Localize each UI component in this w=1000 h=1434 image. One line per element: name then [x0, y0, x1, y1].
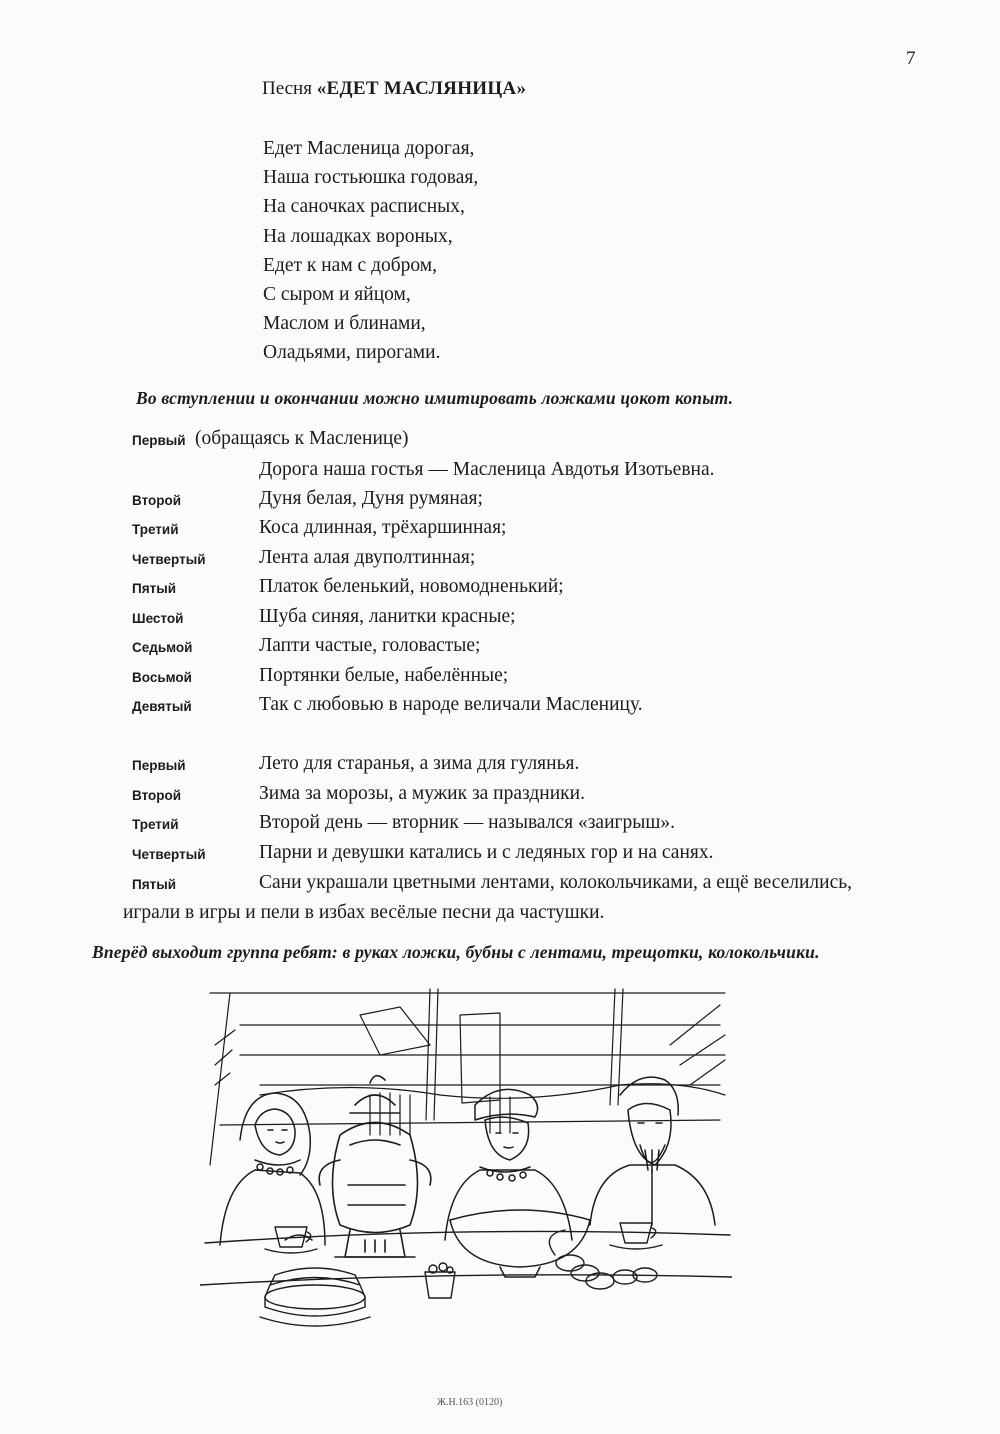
speaker-label: Второй	[132, 788, 182, 803]
verse-line: Едет Масленица дорогая,	[263, 138, 475, 159]
song-title	[262, 78, 526, 100]
speaker-label: Пятый	[132, 581, 177, 596]
table	[200, 1231, 732, 1285]
dialogue-line: Лапти частые, головастые;	[259, 635, 481, 656]
dialogue-line: Коса длинная, трёхаршинная;	[259, 517, 507, 538]
speaker-label: Первый	[132, 433, 186, 448]
pancake-stack	[260, 1268, 370, 1326]
footer-code: Ж.Н.163 (0120)	[437, 1397, 503, 1408]
speaker-label: Третий	[132, 522, 179, 537]
speaker-label: Четвертый	[132, 552, 206, 567]
tea-table-illustration	[200, 985, 732, 1350]
woman-center	[445, 1089, 572, 1240]
dialogue-line-continuation: играли в игры и пели в избах весёлые песни да частушки.	[123, 902, 605, 923]
page-number: 7	[906, 48, 916, 69]
dialogue-line: Лента алая двуполтинная;	[259, 547, 476, 568]
speaker-label: Девятый	[132, 699, 192, 714]
man-right	[590, 1077, 715, 1225]
verse-line: Маслом и блинами,	[263, 313, 426, 335]
dialogue-line: Платок беленький, новомодненький;	[259, 576, 564, 597]
speaker-label: Шестой	[132, 611, 184, 626]
speaker-label: Второй	[132, 493, 182, 508]
dialogue-line: Сани украшали цветными лентами, колокольчиками, а ещё веселились,	[259, 872, 853, 893]
dialogue-line: Дуня белая, Дуня румяная;	[259, 488, 483, 509]
dialogue-line: Шуба синяя, ланитки красные;	[259, 606, 516, 627]
song-title-name: «ЕДЕТ МАСЛЯНИЦА»	[316, 78, 527, 99]
verse-line: С сыром и яйцом,	[263, 284, 411, 306]
verse-line: Едет к нам с добром,	[263, 254, 438, 276]
samovar	[319, 1076, 431, 1257]
woman-left	[220, 1093, 325, 1245]
speaker-label: Третий	[132, 817, 179, 832]
dialogue-line: Так с любовью в народе величали Масленицу.	[259, 694, 643, 715]
verse-line: Наша гостьюшка годовая,	[263, 167, 479, 189]
song-verse	[263, 134, 478, 368]
dialogue-line: Второй день — вторник — назывался «заигрыш».	[259, 812, 676, 833]
speaker-label: Четвертый	[132, 847, 206, 862]
dialogue-line: Дорога наша гостья — Масленица Авдотья Изотьевна.	[259, 459, 715, 480]
speaker-note: (обращаясь к Масленице)	[195, 428, 409, 449]
stage-direction-instruments: Вперёд выходит группа ребят: в руках ложки, бубны с лентами, трещотки, колокольчики.	[92, 942, 820, 962]
speaker-label: Восьмой	[132, 670, 192, 685]
speaker-label: Первый	[132, 758, 186, 773]
dialogue-line: Парни и девушки катались и с ледяных гор и на санях.	[259, 842, 714, 863]
speaker-label: Пятый	[132, 877, 177, 892]
stage-direction-hooves: Во вступлении и окончании можно имитировать ложками цокот копыт.	[136, 388, 734, 408]
dialogue-line: Лето для старанья, а зима для гулянья.	[259, 753, 580, 774]
speaker-label: Седьмой	[132, 640, 193, 655]
dialogue-line: Портянки белые, набелённые;	[259, 665, 509, 686]
verse-line: Оладьями, пирогами.	[263, 342, 441, 364]
dialogue-line: Зима за морозы, а мужик за праздники.	[259, 783, 585, 804]
verse-line: На саночках расписных,	[263, 196, 465, 218]
song-title-prefix: Песня	[262, 78, 312, 99]
bagel-string	[549, 1230, 657, 1289]
verse-line: На лошадках вороных,	[263, 225, 453, 247]
